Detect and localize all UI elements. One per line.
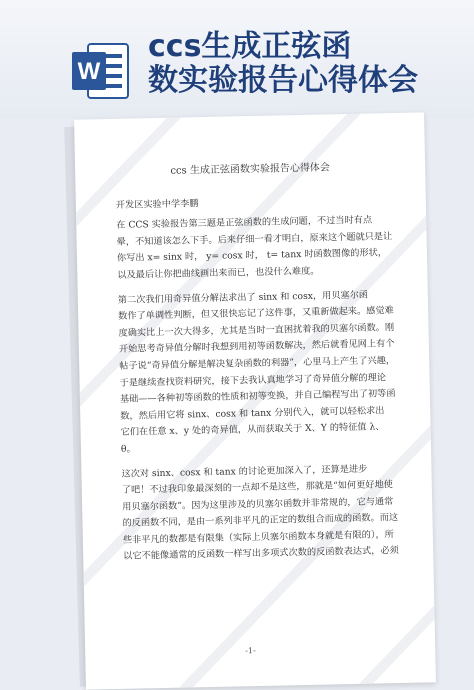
paragraph-line: 些非平凡的数都是有限集（实际上贝塞尔函数本身就是有限的），所	[122, 528, 394, 546]
banner-title	[148, 30, 468, 98]
paragraph-line: 基础——各种初等函数的性质和初等变换，并自己编程写出了初等函	[119, 388, 396, 405]
paragraph-line: 了吧！不过我印象最深刻的一点却不是这些，那就是“如何更好地使	[121, 479, 394, 496]
paragraph-line: 用贝塞尔函数”。因为这里涉及的贝塞尔函数并非常规的，它与通常	[122, 495, 394, 513]
paragraph-line: 帖子说“奇异值分解是解决复杂函数的利器”，心里马上产生了兴趣，	[119, 354, 396, 372]
paragraph-line: 开始思考奇异值分解时我想到用初等函数解决，然后就看见网上有个	[118, 338, 395, 356]
page-number: -1-	[245, 646, 256, 656]
paragraph-line: 晕，不知道该怎么下手。后来仔细一看才明白，原来这个题就只是让	[116, 230, 393, 248]
paragraph-line: 第二次我们用奇异值分解法求出了 sinx 和 cosx，用贝塞尔函	[117, 289, 369, 306]
paragraph-line: 你写出 x= sinx 时， y= cosx 时， t= tanx 时函数图像的形状，	[116, 247, 388, 265]
paragraph-line: 在 CCS 实验报告第三题是正弦函数的生成问题，不过当时有点	[116, 214, 373, 232]
word-icon	[70, 40, 132, 102]
banner	[0, 0, 474, 118]
document-author: 开发区实验中学李鹏	[115, 197, 199, 211]
paragraph-3	[121, 461, 399, 566]
banner-title-line-1: ccs生成正弦函	[148, 29, 352, 64]
paragraph-line: 它们在任意 x、y 处的奇异值，从而获取关于 X、Y 的特征值 λ、	[120, 421, 385, 439]
paragraph-line: 以它不能像通常的反函数一样写出多项式次数的反函数表达式，必须	[123, 545, 399, 563]
paragraph-line: 以及最后让你把曲线画出来而已，也没什么难度。	[117, 265, 320, 281]
paragraph-line: 于是继续查找资料研究，接下去我认真地学习了奇异值分解的理论	[119, 371, 387, 389]
document-title: ccs 生成正弦函数实验报告心得体会	[170, 162, 330, 177]
word-icon-letter: W	[77, 58, 101, 85]
paragraph-line: 度确实比上一次大得多，尤其是当时一直困扰着我的贝塞尔函数。刚	[118, 321, 395, 339]
document-body	[115, 159, 399, 566]
document-page	[74, 112, 436, 689]
paragraph-line: θ。	[120, 443, 136, 455]
paragraph-2	[117, 287, 396, 459]
banner-title-line-2: 数实验报告心得体会	[148, 63, 418, 98]
paragraph-line: 这次对 sinx、cosx 和 tanx 的讨论更加深入了，还算是进步	[121, 463, 368, 480]
paragraph-line: 的反函数不同，是由一系列非平凡的正定的数组合而成的函数。而这	[122, 512, 399, 530]
paragraph-line: 数，然后用它将 sinx、cosx 和 tanx 分别代入，就可以轻松求出	[120, 405, 385, 422]
paragraph-1	[116, 212, 393, 284]
paragraph-line: 数作了单调性判断，但又很快忘记了这件事，又重新做起来。感觉难	[118, 305, 394, 323]
